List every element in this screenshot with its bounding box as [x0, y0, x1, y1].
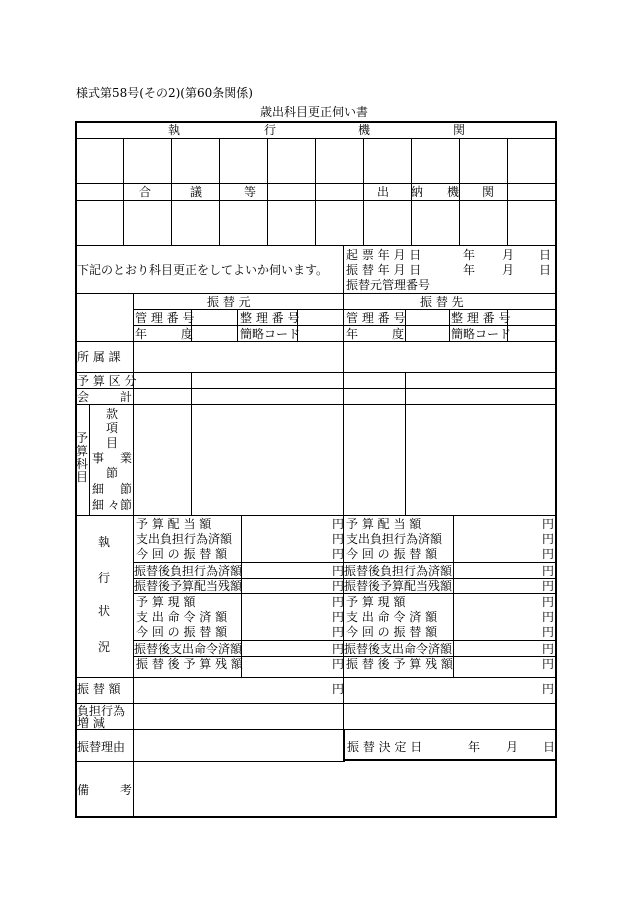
label-saisaisetsu-a: 細 々	[92, 498, 120, 512]
yen-l10: 円	[332, 657, 345, 671]
label-riyu: 振替理由	[77, 740, 126, 754]
amount-label-l4: 振替後負担行為済額	[134, 564, 243, 578]
nen-1: 年	[463, 248, 476, 262]
yen-l2: 円	[332, 532, 345, 546]
frame-top	[75, 121, 557, 123]
label-biko-b: 考	[120, 783, 133, 797]
yen-furikae-l: 円	[332, 682, 345, 696]
label-kaikei-a: 会	[77, 390, 90, 404]
yen-r8: 円	[542, 625, 555, 639]
request-text: 下記のとおり科目更正をしてよいか伺います。	[77, 263, 329, 277]
label-nendo-1a: 年	[135, 327, 148, 341]
tsuki-1: 月	[502, 248, 515, 262]
label-nendo-1b: 度	[181, 327, 194, 341]
amount-label-r7: 支 出 命 令 済 額	[346, 610, 438, 624]
header-suitou-3: 機	[447, 185, 460, 199]
amount-label-r2: 支出負担行為済額	[346, 532, 443, 546]
header-gogi-1: 合	[139, 185, 152, 199]
amount-label-l10: 振 替 後 予 算 残 額	[136, 657, 243, 671]
yen-r3: 円	[542, 547, 555, 561]
amount-label-l9: 振替後支出命令済額	[134, 642, 243, 656]
label-nendo-2a: 年	[346, 327, 359, 341]
yen-l7: 円	[332, 610, 345, 624]
amount-label-r5: 振替後予算配当残額	[344, 579, 453, 593]
label-yosan-kubun: 予 算 区 分	[77, 374, 137, 388]
frame-bottom	[75, 816, 557, 818]
yen-l6: 円	[332, 595, 345, 609]
yen-l1: 円	[332, 517, 345, 531]
label-seiri-2: 整 理 番 号	[451, 311, 511, 325]
label-kanri-2: 管 理 番 号	[346, 311, 406, 325]
header-shikko-2: 行	[264, 123, 277, 137]
yen-r4: 円	[542, 564, 555, 578]
label-futan-a: 負担行為	[77, 704, 126, 718]
yen-r1: 円	[542, 517, 555, 531]
label-yosan-kamoku: 予算科目	[76, 431, 89, 484]
label-moku: 目	[106, 436, 119, 450]
yen-l8: 円	[332, 625, 345, 639]
date-furikae: 振 替 年 月 日	[346, 263, 422, 277]
label-kaikei-b: 計	[120, 390, 133, 404]
yen-r9: 円	[542, 642, 555, 656]
yen-r2: 円	[542, 532, 555, 546]
label-biko-a: 備	[77, 783, 90, 797]
yen-r7: 円	[542, 610, 555, 624]
label-kanryaku-2: 簡略コード	[451, 327, 512, 341]
header-shikko-1: 執	[168, 123, 181, 137]
label-nendo-2b: 度	[392, 327, 405, 341]
label-ko: 項	[106, 421, 119, 435]
header-gogi-3: 等	[244, 185, 257, 199]
amount-label-r9: 振替後支出命令済額	[344, 642, 453, 656]
date-kihyo: 起 票 年 月 日	[346, 248, 422, 262]
amount-label-r1: 予 算 配 当 額	[346, 517, 422, 531]
nen-2: 年	[463, 263, 476, 277]
amount-label-r6: 予 算 現 額	[346, 595, 406, 609]
form-title: 歳出科目更正伺い書	[260, 105, 369, 119]
header-suitou-4: 関	[482, 185, 495, 199]
yen-r6: 円	[542, 595, 555, 609]
frame-right	[555, 121, 557, 818]
label-futan-b: 増 減	[77, 716, 105, 730]
amount-label-l5: 振替後予算配当残額	[134, 579, 243, 593]
header-shikko-4: 関	[453, 123, 466, 137]
yen-l5: 円	[332, 579, 345, 593]
hi-2: 日	[539, 263, 552, 277]
amount-label-l7: 支 出 命 令 済 額	[136, 610, 228, 624]
yen-l9: 円	[332, 642, 345, 656]
label-shikko-4: 況	[98, 640, 111, 654]
dest-header: 振 替 先	[420, 295, 464, 309]
label-jigyo-a: 事	[92, 451, 105, 465]
header-suitou-2: 納	[411, 185, 424, 199]
label-saisetsu-a: 細	[92, 482, 105, 496]
label-kanryaku-1: 簡略コード	[240, 327, 301, 341]
label-kettei: 振 替 決 定 日	[347, 740, 423, 754]
amount-label-l3: 今 回 の 振 替 額	[136, 547, 228, 561]
amount-label-l6: 予 算 現 額	[136, 595, 196, 609]
label-furikae-gaku: 振 替 額	[77, 682, 121, 696]
amount-label-r3: 今 回 の 振 替 額	[346, 547, 438, 561]
amount-label-r4: 振替後負担行為済額	[344, 564, 453, 578]
yen-l3: 円	[332, 547, 345, 561]
kanri-moto: 振替元管理番号	[346, 278, 431, 292]
label-kanri-1: 管 理 番 号	[135, 311, 195, 325]
amount-label-l2: 支出負担行為済額	[136, 532, 233, 546]
label-saisetsu-b: 節	[120, 482, 133, 496]
header-suitou-1: 出	[377, 185, 390, 199]
amount-label-r10: 振 替 後 予 算 残 額	[346, 657, 453, 671]
label-shikko-2: 行	[98, 571, 111, 585]
hi-kettei: 日	[543, 740, 556, 754]
source-header: 振 替 元	[207, 295, 251, 309]
label-shikko-3: 状	[98, 604, 111, 618]
yen-r10: 円	[542, 657, 555, 671]
tsuki-kettei: 月	[506, 740, 519, 754]
label-shozoku: 所 属 課	[77, 350, 121, 364]
header-gogi-2: 議	[190, 185, 203, 199]
label-shikko-1: 執	[98, 535, 111, 549]
label-setsu: 節	[106, 466, 119, 480]
yen-r5: 円	[542, 579, 555, 593]
label-jigyo-b: 業	[120, 451, 133, 465]
nen-kettei: 年	[468, 740, 481, 754]
yen-furikae-r: 円	[542, 682, 555, 696]
header-shikko-3: 機	[358, 123, 371, 137]
hi-1: 日	[539, 248, 552, 262]
amount-label-l1: 予 算 配 当 額	[136, 517, 212, 531]
tsuki-2: 月	[502, 263, 515, 277]
amount-label-l8: 今 回 の 振 替 額	[136, 625, 228, 639]
yen-l4: 円	[332, 564, 345, 578]
label-seiri-1: 整 理 番 号	[240, 311, 300, 325]
label-saisaisetsu-b: 節	[120, 498, 133, 512]
amount-label-r8: 今 回 の 振 替 額	[346, 625, 438, 639]
label-kan: 款	[106, 407, 119, 421]
form-number: 様式第58号(その2)(第60条関係)	[76, 86, 253, 100]
